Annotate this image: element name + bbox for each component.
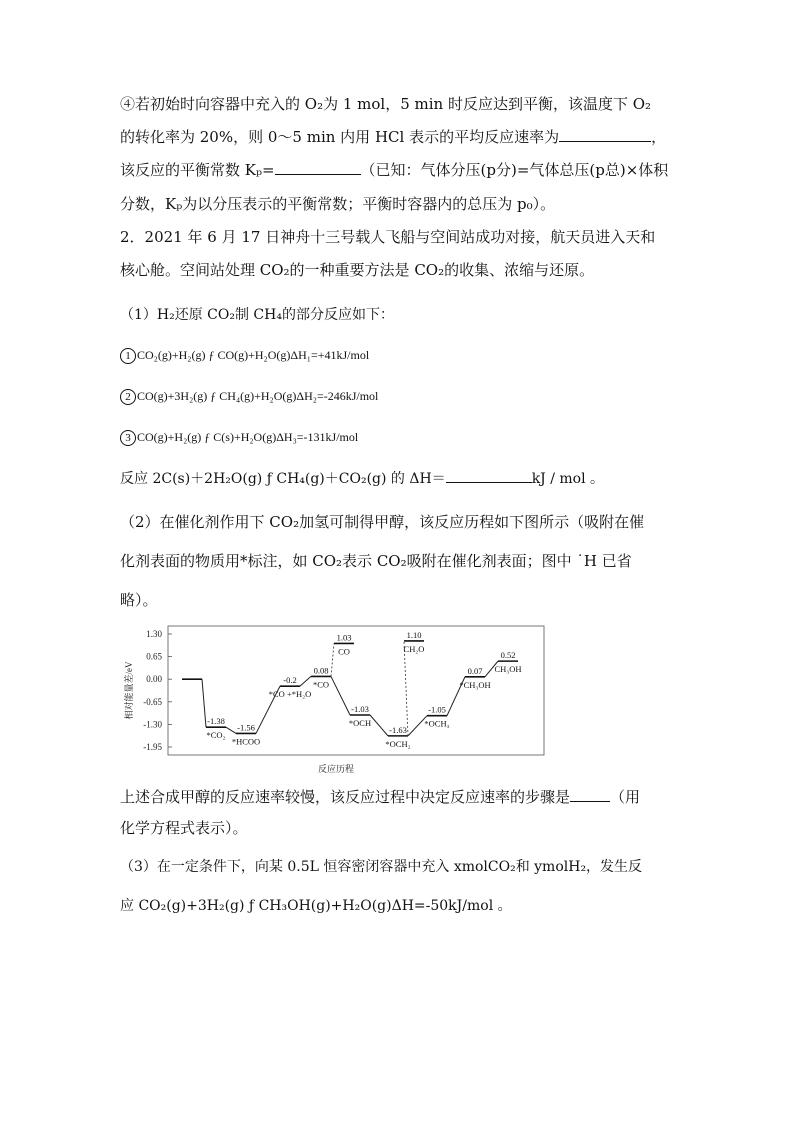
path-connector [202,679,206,727]
y-axis-label: 相对能量差/eV [124,661,134,720]
text-line-3: 该反应的平衡常数 Kₚ= （已知：气体分压(p分)=气体总压(p总)×体积 [120,161,669,179]
y-tick-label: -1.30 [143,719,162,730]
text-line-15: 上述合成甲醇的反应速率较慢，该反应过程中决定反应速率的步骤是 （用 [120,788,641,806]
text-line-2: 的转化率为 20%，则 0～5 min 内用 HCl 表示的平均反应速率为 ， [120,128,667,146]
energy-value-label: -1.56 [237,722,255,733]
y-tick-label: -0.65 [143,696,162,707]
y-tick-label: 0.00 [146,674,162,685]
desorbed-value-label: 1.10 [406,629,422,640]
answer-blank-step[interactable] [570,787,610,802]
species-label: *OCH [348,718,372,729]
reaction-2-number: 2 [120,389,136,405]
text-line-13: 化剂表面的物质用*标注，如 CO₂表示 CO₂吸附在催化剂表面；图中 ˙H 已省 [120,552,632,570]
path-connector [331,676,350,715]
x-axis-label: 反应历程 [317,764,355,774]
text-line-6: 核心舱。空间站处理 CO₂的一种重要方法是 CO₂的收集、浓缩与还原。 [120,261,595,279]
species-label: *CH₃OH [459,679,491,690]
desorbed-value-label: 1.03 [336,632,352,643]
energy-value-label: -0.2 [283,675,297,686]
reaction-2: 2 CO(g)+3H₂(g) ƒ CH₄(g)+H₂O(g)ΔH₂=-246kJ/mol [120,386,378,406]
reaction-1: 1 CO₂(g)+H₂(g) ƒ CO(g)+H₂O(g)ΔH₁=+41kJ/mol [120,345,369,365]
species-label: *CO [312,679,330,690]
text-line-5: 2．2021 年 6 月 17 日神舟十三号载人飞船与空间站成功对接，航天员进入天和 [120,228,656,246]
text-line-12: （2）在催化剂作用下 CO₂加氢可制得甲醇，该反应历程如下图所示（吸附在催 [120,513,645,531]
path-connector [226,727,236,733]
text-line-17: （3）在一定条件下，向某 0.5L 恒容密闭容器中充入 xmolCO₂和 ymolH₂，发生反 [120,859,643,875]
species-label: *OCH₃ [424,718,450,729]
species-label: *OCH₂ [385,738,411,749]
desorbed-species-label: CH₂O [403,643,425,654]
energy-value-label: 0.08 [313,665,329,676]
desorbed-species-label: CO [338,646,350,657]
text-line-4: 分数，Kₚ为以分压表示的平衡常数；平衡时容器内的总压为 p₀）。 [120,195,556,213]
text-line-7: （1）H₂还原 CO₂制 CH₄的部分反应如下： [120,307,394,323]
path-connector [300,676,311,686]
text-line-18: 应 CO₂(g)+3H₂(g) ƒ CH₃OH(g)+H₂O(g)ΔH=-50kJ/mol 。 [120,898,512,914]
energy-value-label: 0.52 [500,650,516,661]
species-label: CH₃OH [494,664,522,675]
text-line-14: 略）。 [120,591,158,609]
species-label: *HCOO [231,736,261,747]
item-4-marker: ④ [120,95,136,113]
desorption-connector [331,643,334,676]
species-label: *CO +*H₂O [268,689,312,700]
path-connector [370,715,388,736]
energy-value-label: -1.38 [207,716,225,727]
energy-value-label: 0.07 [467,665,483,676]
energy-value-label: -1.63 [389,724,407,735]
text-line-16: 化学方程式表示）。 [120,819,248,837]
reaction-3: 3 CO(g)+H₂(g) ƒ C(s)+H₂O(g)ΔH₃=-131kJ/mol [120,427,358,447]
text-line-11: 反应 2C(s)＋2H₂O(g) ƒ CH₄(g)＋CO₂(g) 的 ΔH＝ kJ / mol 。 [120,468,604,489]
answer-blank-dh[interactable] [446,468,532,483]
energy-value-label: -1.03 [351,704,369,715]
answer-blank-kp[interactable] [275,160,361,175]
energy-profile-svg [118,620,548,780]
energy-value-label: -1.05 [428,704,446,715]
answer-blank-rate[interactable] [559,127,651,142]
desorption-connector [404,641,408,736]
y-tick-label: 1.30 [146,629,162,639]
y-tick-label: -1.95 [143,742,162,752]
y-tick-label: 0.65 [146,651,162,662]
text-line-1: ④若初始时向容器中充入的 O₂为 1 mol，5 min 时反应达到平衡，该温度下 O₂ [120,95,652,113]
reaction-3-number: 3 [120,430,136,446]
species-label: *CO₂ [206,730,226,741]
reaction-1-number: 1 [120,348,136,364]
energy-profile-chart [118,620,548,780]
